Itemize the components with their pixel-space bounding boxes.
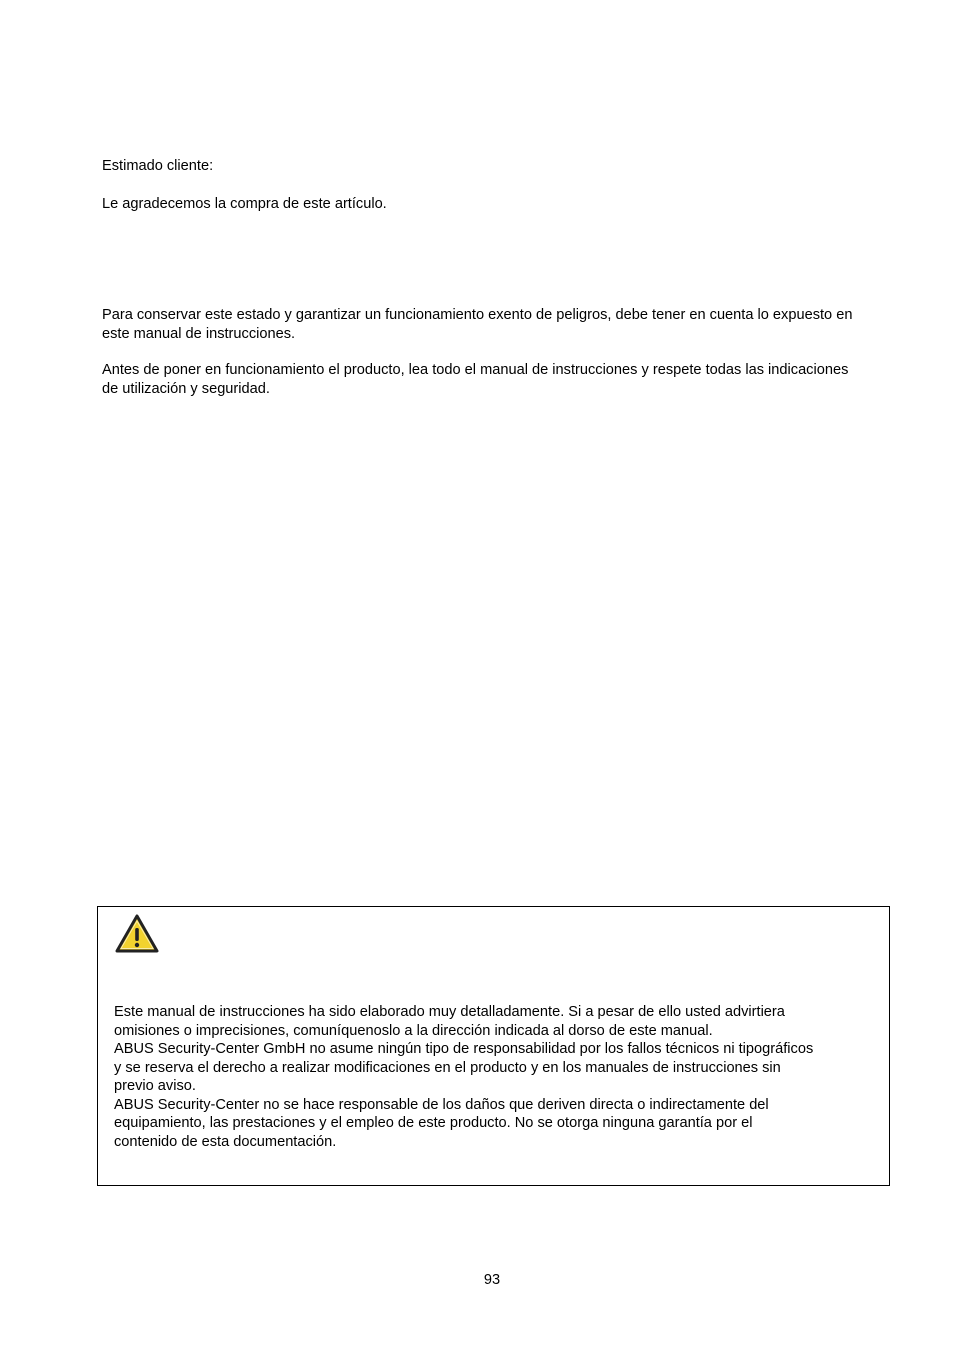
disclaimer-line: omisiones o imprecisiones, comuníquenoslo a la dirección indicada al dorso de este manual. [114, 1022, 713, 1039]
disclaimer-line: ABUS Security-Center GmbH no asume ningún tipo de responsabilidad por los fallos técnicos ni tipográficos [114, 1041, 814, 1057]
disclaimer-line: contenido de esta documentación. [114, 1133, 337, 1150]
conserve-paragraph: Para conservar este estado y garantizar un funcionamiento exento de peligros, debe tener en cuenta lo expuesto en este manual de instrucciones. [102, 307, 853, 342]
warning-triangle-icon [114, 913, 160, 955]
disclaimer-line: Este manual de instrucciones ha sido elaborado muy detalladamente. Si a pesar de ello usted advirtiera [114, 1004, 785, 1020]
page-number: 93 [483, 1272, 501, 1288]
before-use-paragraph: Antes de poner en funcionamiento el producto, lea todo el manual de instrucciones y respete todas las indicaciones de utilización y seguridad. [102, 362, 849, 397]
disclaimer-line: previo aviso. [114, 1078, 196, 1094]
disclaimer-line: y se reserva el derecho a realizar modificaciones en el producto y en los manuales de instrucciones sin [114, 1059, 781, 1076]
disclaimer-text [114, 1003, 886, 1151]
greeting-text: Estimado cliente: [102, 158, 214, 174]
disclaimer-box [97, 906, 890, 1186]
thanks-text: Le agradecemos la compra de este artículo. [102, 196, 387, 212]
disclaimer-line: ABUS Security-Center no se hace responsable de los daños que deriven directa o indirectamente del [114, 1096, 769, 1113]
disclaimer-line: equipamiento, las prestaciones y el empleo de este producto. No se otorga ninguna garantía por el [114, 1115, 753, 1131]
